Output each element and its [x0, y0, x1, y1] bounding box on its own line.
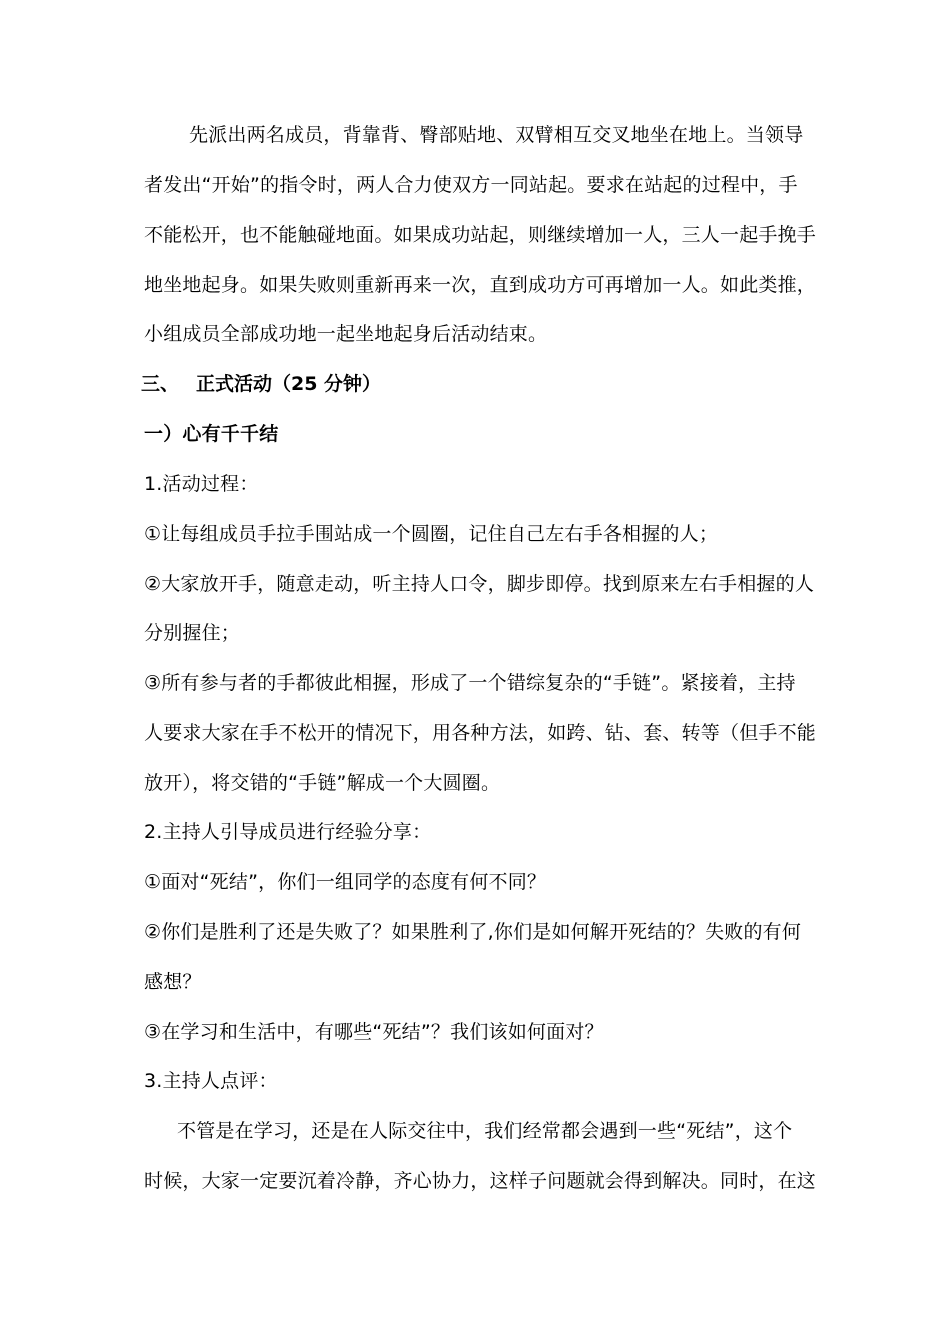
intro-line-1: 先派出两名成员，背靠背、臀部贴地、双臂相互交叉地坐在地上。当领导 [189, 124, 804, 146]
process-line-3: 分别握住； [144, 622, 241, 644]
process-line-1: ①让每组成员手拉手围站成一个圆圈，记住自己左右手各相握的人； [144, 523, 719, 545]
intro-line-5: 小组成员全部成功地一起坐地起身后活动结束。 [144, 323, 548, 345]
process-heading: 1.活动过程： [144, 473, 259, 495]
sharing-line-3: 感想？ [144, 971, 202, 993]
subsection-title: 一）心有千千结 [144, 423, 279, 445]
process-line-4: ③所有参与者的手都彼此相握，形成了一个错综复杂的“手链”。紧接着，主持 [144, 672, 796, 694]
process-line-2: ②大家放开手，随意走动，听主持人口令，脚步即停。找到原来左右手相握的人 [144, 573, 815, 595]
comment-heading: 3.主持人点评： [144, 1070, 278, 1092]
intro-line-2: 者发出“开始”的指令时，两人合力使双方一同站起。要求在站起的过程中，手 [144, 174, 798, 196]
comment-line-2: 时候，大家一定要沉着冷静，齐心协力，这样子问题就会得到解决。同时，在这 [144, 1170, 817, 1192]
sharing-line-2: ②你们是胜利了还是失败了？如果胜利了,你们是如何解开死结的？失败的有何 [144, 921, 802, 943]
sharing-heading: 2.主持人引导成员进行经验分享： [144, 821, 432, 843]
sharing-line-1: ①面对“死结”，你们一组同学的态度有何不同？ [144, 871, 547, 893]
process-line-6: 放开），将交错的“手链”解成一个大圆圈。 [144, 772, 501, 794]
intro-line-4: 地坐地起身。如果失败则重新再来一次，直到成功方可再增加一人。如此类推， [144, 274, 817, 296]
intro-line-3: 不能松开，也不能触碰地面。如果成功站起，则继续增加一人，三人一起手挽手 [144, 224, 817, 246]
section-title: 正式活动（25 分钟） [196, 373, 382, 395]
comment-line-1: 不管是在学习，还是在人际交往中，我们经常都会遇到一些“死结”，这个 [177, 1120, 793, 1142]
section-number: 三、 [141, 373, 180, 395]
process-line-5: 人要求大家在手不松开的情况下，用各种方法，如跨、钻、套、转等（但手不能 [144, 722, 817, 744]
sharing-line-4: ③在学习和生活中，有哪些“死结”？我们该如何面对？ [144, 1021, 604, 1043]
